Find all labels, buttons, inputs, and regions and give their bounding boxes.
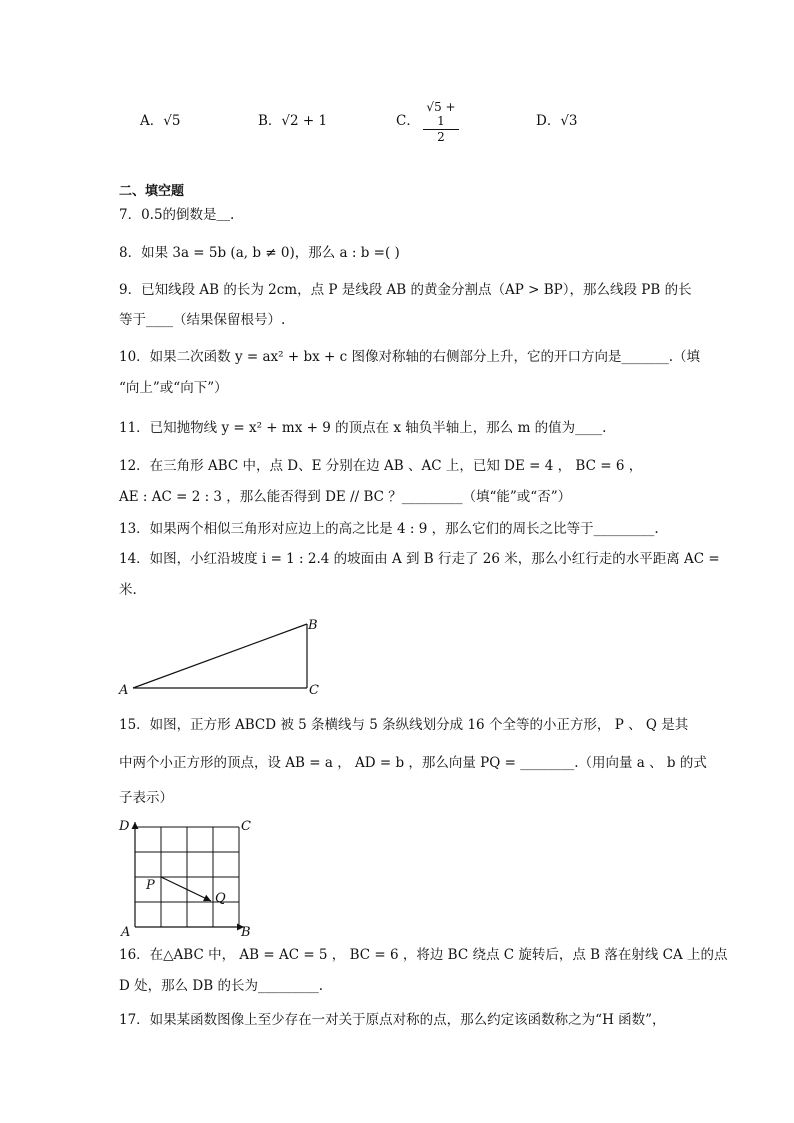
figure-15-label-b: B (241, 925, 251, 938)
question-17: 17．如果某函数图像上至少存在一对关于原点对称的点，那么约定该函数称之为“H 函数”， (119, 1012, 666, 1028)
option-a-label: A． (140, 113, 164, 129)
question-15-line2: 中两个小正方形的顶点，设 AB = a ， AD = b ，那么向量 PQ = ________.（用向量 a 、 b 的式 (119, 755, 707, 771)
figure-15-label-p: P (146, 878, 155, 893)
question-9-line1: 9．已知线段 AB 的长为 2cm，点 P 是线段 AB 的黄金分割点（AP > BP），那么线段 PB 的长 (119, 282, 692, 298)
figure-15-label-d: D (119, 819, 130, 834)
option-b (258, 109, 327, 129)
option-b-value: √2 + 1 (281, 113, 328, 129)
question-8: 8．如果 3a = 5b (a, b ≠ 0)，那么 a : b =( ) (119, 245, 400, 261)
question-13: 13．如果两个相似三角形对应边上的高之比是 4 : 9 ，那么它们的周长之比等于_________. (119, 521, 659, 537)
option-a (140, 109, 180, 129)
question-16-line2: D 处，那么 DB 的长为_________. (119, 978, 323, 994)
figure-15-label-c: C (241, 819, 251, 834)
question-14-line1: 14．如图，小红沿坡度 i = 1 : 2.4 的坡面由 A 到 B 行走了 26 米，那么小红行走的水平距离 AC = (119, 551, 720, 567)
question-15-line1: 15．如图，正方形 ABCD 被 5 条横线与 5 条纵线划分成 16 个全等的小正方形， P 、 Q 是其 (119, 717, 689, 733)
question-15-line3: 子表示） (119, 790, 173, 806)
question-12-line1: 12．在三角形 ABC 中，点 D、E 分别在边 AB 、AC 上，已知 DE = 4 ， BC = 6 ， (119, 458, 643, 474)
question-7: 7．0.5的倒数是＿. (119, 207, 235, 223)
option-c-fraction (423, 100, 459, 144)
question-14-line2: 米. (119, 582, 137, 598)
figure-14-label-c: C (309, 683, 319, 698)
section-title: 二、填空题 (119, 184, 185, 199)
option-a-value: √5 (163, 113, 181, 129)
option-d (536, 109, 578, 129)
figure-15-label-q: Q (215, 891, 226, 906)
figure-15-grid (115, 814, 265, 938)
figure-14-triangle (115, 612, 330, 698)
question-11: 11．已知抛物线 y = x² + mx + 9 的顶点在 x 轴负半轴上，那么 m 的值为____. (119, 420, 607, 436)
figure-15-label-a: A (121, 925, 131, 938)
vector-pq-arrow (161, 877, 211, 901)
figure-14-label-a: A (119, 683, 129, 698)
question-10-line1: 10．如果二次函数 y = ax² + bx + c 图像对称轴的右侧部分上升，它的开口方向是_______.（填 (119, 349, 701, 365)
question-16-line1: 16．在△ABC 中， AB = AC = 5 ， BC = 6 ，将边 BC 绕点 C 旋转后，点 B 落在射线 CA 上的点 (119, 947, 728, 963)
option-b-label: B． (258, 113, 282, 129)
question-10-line2: “向上”或“向下”） (119, 380, 228, 396)
option-c-denominator: 2 (437, 130, 445, 144)
option-c-numerator: √5 + 1 (423, 100, 459, 130)
option-c-label: C． (396, 113, 420, 129)
option-d-label: D． (536, 113, 561, 129)
option-d-value: √3 (560, 113, 578, 129)
question-12-line2: AE : AC = 2 : 3 ，那么能否得到 DE // BC ？_________（填“能”或“否”） (119, 489, 572, 505)
question-9-line2: 等于____（结果保留根号）. (119, 312, 286, 328)
figure-14-label-b: B (308, 618, 318, 633)
